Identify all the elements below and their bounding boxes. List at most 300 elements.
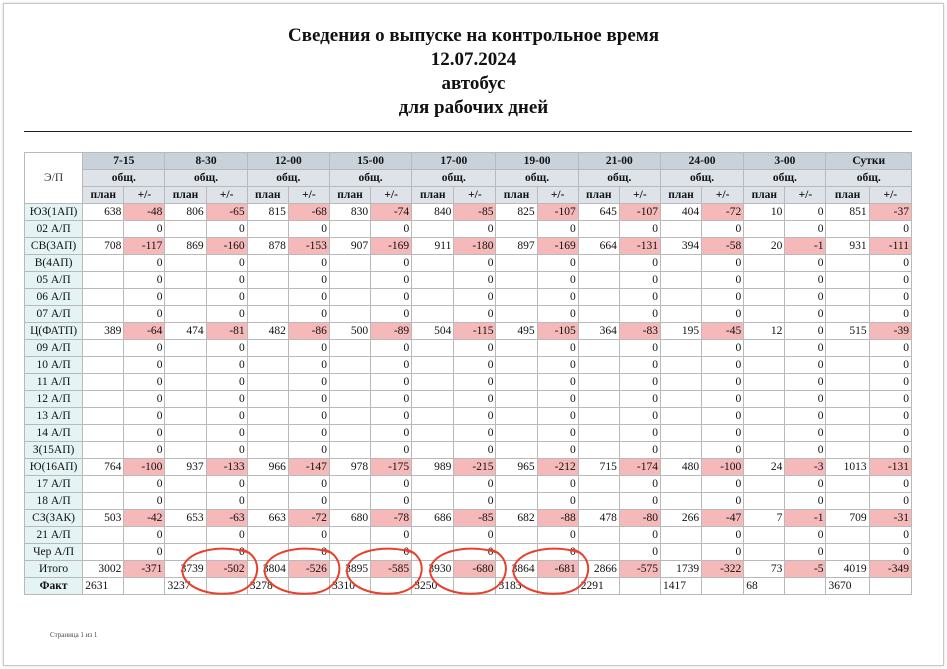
plan-cell: [329, 357, 370, 374]
plan-cell: [660, 408, 701, 425]
plan-cell: [329, 425, 370, 442]
plan-cell: [496, 527, 537, 544]
diff-cell: -169: [371, 238, 412, 255]
diff-cell: 0: [869, 425, 911, 442]
diff-cell: 0: [371, 527, 412, 544]
plan-cell: [496, 493, 537, 510]
diff-cell: 0: [619, 357, 660, 374]
plan-cell: [247, 306, 288, 323]
plan-cell: 680: [329, 510, 370, 527]
row-label: Итого: [25, 561, 83, 578]
diff-cell: 0: [869, 527, 911, 544]
diff-cell: -58: [702, 238, 744, 255]
plan-cell: 364: [578, 323, 619, 340]
diff-cell: 0: [454, 272, 496, 289]
sub-header-total: общ.: [83, 170, 165, 187]
diff-cell: 0: [702, 255, 744, 272]
plan-cell: 515: [826, 323, 869, 340]
plan-cell: [83, 357, 124, 374]
diff-cell: 0: [702, 425, 744, 442]
plan-cell: [165, 357, 206, 374]
diff-cell: 0: [869, 340, 911, 357]
plan-cell: [329, 272, 370, 289]
sub-header-total: общ.: [578, 170, 660, 187]
diff-cell: 0: [206, 527, 247, 544]
plan-cell: [412, 425, 454, 442]
plan-cell: [165, 255, 206, 272]
plan-cell: 12: [744, 323, 785, 340]
diff-cell: 0: [702, 340, 744, 357]
diff-cell: -42: [124, 510, 165, 527]
fact-cell: 2631: [83, 578, 124, 595]
diff-cell: -502: [206, 561, 247, 578]
row-label: В(4АП): [25, 255, 83, 272]
sub-header-total: общ.: [660, 170, 743, 187]
diff-cell: 0: [785, 493, 826, 510]
plan-cell: [660, 340, 701, 357]
fact-cell: 68: [744, 578, 785, 595]
diff-cell: -64: [124, 323, 165, 340]
diff-cell: 0: [288, 425, 329, 442]
plan-cell: [744, 374, 785, 391]
diff-cell: 0: [785, 272, 826, 289]
plan-cell: [578, 425, 619, 442]
plan-cell: [329, 374, 370, 391]
plan-cell: [83, 425, 124, 442]
diff-cell: -349: [869, 561, 911, 578]
period-header: 12-00: [247, 153, 329, 170]
plan-cell: [83, 306, 124, 323]
sub-header-total: общ.: [744, 170, 826, 187]
diff-cell: 0: [371, 289, 412, 306]
plan-cell: 645: [578, 204, 619, 221]
diff-cell: 0: [702, 527, 744, 544]
plan-header: план: [83, 187, 124, 204]
plan-cell: [744, 306, 785, 323]
plan-cell: [83, 493, 124, 510]
table-row: [25, 238, 912, 255]
table-row: [25, 425, 912, 442]
diff-cell: 0: [454, 374, 496, 391]
plan-cell: 897: [496, 238, 537, 255]
period-header: 21-00: [578, 153, 660, 170]
diff-cell: -5: [785, 561, 826, 578]
diff-cell: 0: [454, 306, 496, 323]
sub-header-total: общ.: [165, 170, 247, 187]
period-header: Сутки: [826, 153, 912, 170]
diff-cell: 0: [785, 374, 826, 391]
plan-cell: 3804: [247, 561, 288, 578]
diff-cell: 0: [619, 391, 660, 408]
diff-cell: 0: [206, 442, 247, 459]
plan-cell: [247, 374, 288, 391]
diff-cell: 0: [124, 476, 165, 493]
plan-cell: [496, 255, 537, 272]
diff-cell: 0: [869, 272, 911, 289]
plan-cell: [744, 391, 785, 408]
row-label: СВ(3АП): [25, 238, 83, 255]
diff-cell: -371: [124, 561, 165, 578]
plan-cell: [744, 527, 785, 544]
diff-cell: 0: [702, 221, 744, 238]
plan-cell: 389: [83, 323, 124, 340]
table-row: [25, 544, 912, 561]
table-row: [25, 493, 912, 510]
diff-cell: 0: [288, 374, 329, 391]
table-row: [25, 255, 912, 272]
plan-cell: 3895: [329, 561, 370, 578]
plan-cell: [165, 340, 206, 357]
diff-cell: 0: [785, 323, 826, 340]
table-row: [25, 357, 912, 374]
row-label: 09 А/П: [25, 340, 83, 357]
row-label: 02 А/П: [25, 221, 83, 238]
diff-cell: 0: [371, 357, 412, 374]
diff-cell: 0: [288, 357, 329, 374]
diff-cell: 0: [702, 442, 744, 459]
diff-header: +/-: [454, 187, 496, 204]
diff-cell: 0: [454, 255, 496, 272]
diff-cell: 0: [124, 425, 165, 442]
fact-empty-cell: [371, 578, 412, 595]
plan-cell: [578, 272, 619, 289]
plan-cell: [660, 527, 701, 544]
diff-cell: -100: [702, 459, 744, 476]
plan-cell: [496, 391, 537, 408]
plan-cell: 989: [412, 459, 454, 476]
diff-cell: -72: [288, 510, 329, 527]
period-header: 24-00: [660, 153, 743, 170]
plan-cell: [247, 340, 288, 357]
diff-cell: 0: [124, 221, 165, 238]
plan-cell: [660, 442, 701, 459]
diff-cell: -88: [537, 510, 578, 527]
diff-cell: 0: [454, 289, 496, 306]
diff-cell: 0: [869, 221, 911, 238]
title-date: 12.07.2024: [430, 49, 517, 70]
table-row: [25, 221, 912, 238]
plan-cell: [578, 391, 619, 408]
diff-cell: 0: [785, 391, 826, 408]
sub-header-total: общ.: [826, 170, 912, 187]
plan-cell: 4019: [826, 561, 869, 578]
diff-cell: -215: [454, 459, 496, 476]
plan-cell: [496, 544, 537, 561]
plan-cell: [744, 272, 785, 289]
diff-cell: 0: [288, 527, 329, 544]
sub-header-total: общ.: [412, 170, 496, 187]
diff-cell: 0: [454, 425, 496, 442]
diff-cell: 0: [702, 289, 744, 306]
diff-cell: 0: [537, 255, 578, 272]
diff-cell: 0: [454, 221, 496, 238]
plan-cell: [247, 391, 288, 408]
plan-cell: [496, 289, 537, 306]
plan-cell: [83, 374, 124, 391]
diff-cell: 0: [371, 408, 412, 425]
plan-header: план: [165, 187, 206, 204]
diff-cell: -169: [537, 238, 578, 255]
plan-cell: [496, 476, 537, 493]
diff-cell: 0: [288, 340, 329, 357]
row-label: Чер А/П: [25, 544, 83, 561]
plan-cell: [165, 544, 206, 561]
diff-cell: 0: [785, 408, 826, 425]
diff-header: +/-: [124, 187, 165, 204]
report-title: [0, 24, 947, 120]
plan-cell: [578, 408, 619, 425]
plan-cell: 638: [83, 204, 124, 221]
diff-cell: 0: [206, 289, 247, 306]
plan-cell: 878: [247, 238, 288, 255]
title-days: для рабочих дней: [398, 97, 549, 118]
diff-header: +/-: [371, 187, 412, 204]
plan-cell: [578, 289, 619, 306]
diff-cell: 0: [371, 306, 412, 323]
plan-cell: 965: [496, 459, 537, 476]
diff-cell: -575: [619, 561, 660, 578]
diff-cell: 0: [288, 306, 329, 323]
table-row: [25, 374, 912, 391]
diff-cell: 0: [124, 306, 165, 323]
plan-cell: 907: [329, 238, 370, 255]
plan-cell: [83, 544, 124, 561]
plan-cell: [329, 544, 370, 561]
diff-cell: -68: [288, 204, 329, 221]
plan-cell: [826, 493, 869, 510]
diff-cell: 0: [619, 221, 660, 238]
diff-cell: -48: [124, 204, 165, 221]
diff-cell: 0: [869, 544, 911, 561]
plan-header: план: [660, 187, 701, 204]
fact-empty-cell: [869, 578, 911, 595]
fact-cell: 3250: [412, 578, 454, 595]
diff-cell: 0: [288, 255, 329, 272]
diff-cell: -80: [619, 510, 660, 527]
plan-cell: [826, 425, 869, 442]
plan-cell: 1013: [826, 459, 869, 476]
diff-cell: 0: [124, 340, 165, 357]
plan-cell: [496, 306, 537, 323]
plan-cell: [412, 442, 454, 459]
row-label: 11 А/П: [25, 374, 83, 391]
plan-cell: [660, 306, 701, 323]
row-label: ЮЗ(1АП): [25, 204, 83, 221]
diff-cell: 0: [124, 544, 165, 561]
plan-cell: [826, 442, 869, 459]
plan-cell: [412, 476, 454, 493]
table-row: [25, 272, 912, 289]
diff-cell: 0: [619, 289, 660, 306]
fact-cell: 2291: [578, 578, 619, 595]
diff-header: +/-: [206, 187, 247, 204]
plan-cell: [578, 374, 619, 391]
fact-empty-cell: [619, 578, 660, 595]
table-row: [25, 204, 912, 221]
diff-header: +/-: [288, 187, 329, 204]
plan-cell: 815: [247, 204, 288, 221]
diff-cell: 0: [288, 408, 329, 425]
plan-cell: 3739: [165, 561, 206, 578]
plan-cell: 2866: [578, 561, 619, 578]
fact-row: [25, 578, 912, 595]
diff-cell: -74: [371, 204, 412, 221]
diff-cell: -86: [288, 323, 329, 340]
plan-cell: [496, 442, 537, 459]
plan-cell: [247, 255, 288, 272]
diff-cell: 0: [619, 408, 660, 425]
diff-cell: 0: [124, 289, 165, 306]
plan-cell: [412, 289, 454, 306]
plan-cell: 195: [660, 323, 701, 340]
plan-cell: [660, 357, 701, 374]
diff-cell: -680: [454, 561, 496, 578]
diff-cell: 0: [702, 493, 744, 510]
fact-empty-cell: [702, 578, 744, 595]
fact-cell: 3278: [247, 578, 288, 595]
plan-cell: [826, 221, 869, 238]
diff-cell: 0: [619, 272, 660, 289]
diff-cell: 0: [371, 425, 412, 442]
diff-cell: 0: [454, 340, 496, 357]
plan-cell: [83, 289, 124, 306]
plan-cell: [412, 255, 454, 272]
plan-cell: [83, 527, 124, 544]
plan-cell: [83, 340, 124, 357]
plan-cell: [578, 476, 619, 493]
fact-empty-cell: [454, 578, 496, 595]
plan-cell: [660, 493, 701, 510]
plan-header: план: [578, 187, 619, 204]
diff-cell: 0: [288, 476, 329, 493]
diff-cell: 0: [124, 255, 165, 272]
plan-cell: [165, 272, 206, 289]
plan-cell: [660, 544, 701, 561]
diff-cell: 0: [702, 408, 744, 425]
plan-cell: [412, 408, 454, 425]
plan-cell: 500: [329, 323, 370, 340]
diff-cell: 0: [619, 493, 660, 510]
diff-cell: -85: [454, 510, 496, 527]
diff-cell: 0: [124, 408, 165, 425]
diff-cell: 0: [619, 476, 660, 493]
fact-cell: 3310: [329, 578, 370, 595]
sub-header-total: общ.: [496, 170, 578, 187]
diff-cell: 0: [537, 357, 578, 374]
plan-cell: 3002: [83, 561, 124, 578]
row-label: 14 А/П: [25, 425, 83, 442]
diff-cell: 0: [206, 340, 247, 357]
table-row: [25, 510, 912, 527]
plan-cell: [329, 391, 370, 408]
plan-cell: [83, 408, 124, 425]
plan-cell: [826, 476, 869, 493]
plan-cell: [496, 221, 537, 238]
diff-cell: 0: [288, 544, 329, 561]
fact-cell: 3237: [165, 578, 206, 595]
diff-cell: 0: [371, 221, 412, 238]
plan-cell: [329, 442, 370, 459]
plan-header: план: [247, 187, 288, 204]
diff-cell: 0: [869, 442, 911, 459]
diff-cell: 0: [371, 476, 412, 493]
diff-cell: 0: [537, 425, 578, 442]
diff-cell: 0: [785, 357, 826, 374]
diff-cell: 0: [702, 306, 744, 323]
diff-cell: -105: [537, 323, 578, 340]
row-label: 21 А/П: [25, 527, 83, 544]
plan-cell: [412, 391, 454, 408]
plan-cell: [247, 408, 288, 425]
diff-cell: 0: [371, 255, 412, 272]
diff-cell: -72: [702, 204, 744, 221]
plan-cell: 495: [496, 323, 537, 340]
plan-cell: [578, 255, 619, 272]
plan-cell: [165, 408, 206, 425]
diff-cell: -3: [785, 459, 826, 476]
diff-cell: 0: [619, 374, 660, 391]
diff-cell: -78: [371, 510, 412, 527]
diff-cell: -31: [869, 510, 911, 527]
diff-cell: -111: [869, 238, 911, 255]
diff-cell: 0: [619, 527, 660, 544]
diff-header: +/-: [785, 187, 826, 204]
diff-cell: -174: [619, 459, 660, 476]
plan-cell: [247, 476, 288, 493]
plan-cell: [247, 442, 288, 459]
row-label: СЗ(ЗАК): [25, 510, 83, 527]
plan-cell: 966: [247, 459, 288, 476]
diff-cell: 0: [785, 527, 826, 544]
plan-cell: [578, 357, 619, 374]
diff-cell: 0: [206, 221, 247, 238]
diff-cell: 0: [206, 476, 247, 493]
plan-cell: [826, 408, 869, 425]
diff-cell: 0: [371, 391, 412, 408]
plan-cell: [329, 289, 370, 306]
plan-cell: [165, 425, 206, 442]
plan-cell: 851: [826, 204, 869, 221]
plan-cell: 653: [165, 510, 206, 527]
diff-cell: 0: [124, 493, 165, 510]
plan-cell: [412, 527, 454, 544]
diff-cell: 0: [785, 544, 826, 561]
plan-cell: [329, 476, 370, 493]
plan-cell: [329, 527, 370, 544]
title-transport: автобус: [441, 73, 506, 94]
diff-cell: 0: [206, 391, 247, 408]
plan-cell: [496, 340, 537, 357]
plan-cell: [826, 289, 869, 306]
diff-cell: 0: [454, 408, 496, 425]
plan-cell: [496, 408, 537, 425]
plan-cell: 7: [744, 510, 785, 527]
plan-cell: [660, 221, 701, 238]
period-header: 19-00: [496, 153, 578, 170]
diff-cell: 0: [454, 391, 496, 408]
diff-cell: -45: [702, 323, 744, 340]
plan-cell: [826, 544, 869, 561]
plan-cell: [165, 476, 206, 493]
diff-cell: 0: [288, 289, 329, 306]
plan-cell: [826, 306, 869, 323]
plan-cell: 664: [578, 238, 619, 255]
plan-cell: 480: [660, 459, 701, 476]
plan-cell: [744, 289, 785, 306]
plan-cell: [578, 442, 619, 459]
plan-cell: [578, 493, 619, 510]
plan-cell: [660, 425, 701, 442]
